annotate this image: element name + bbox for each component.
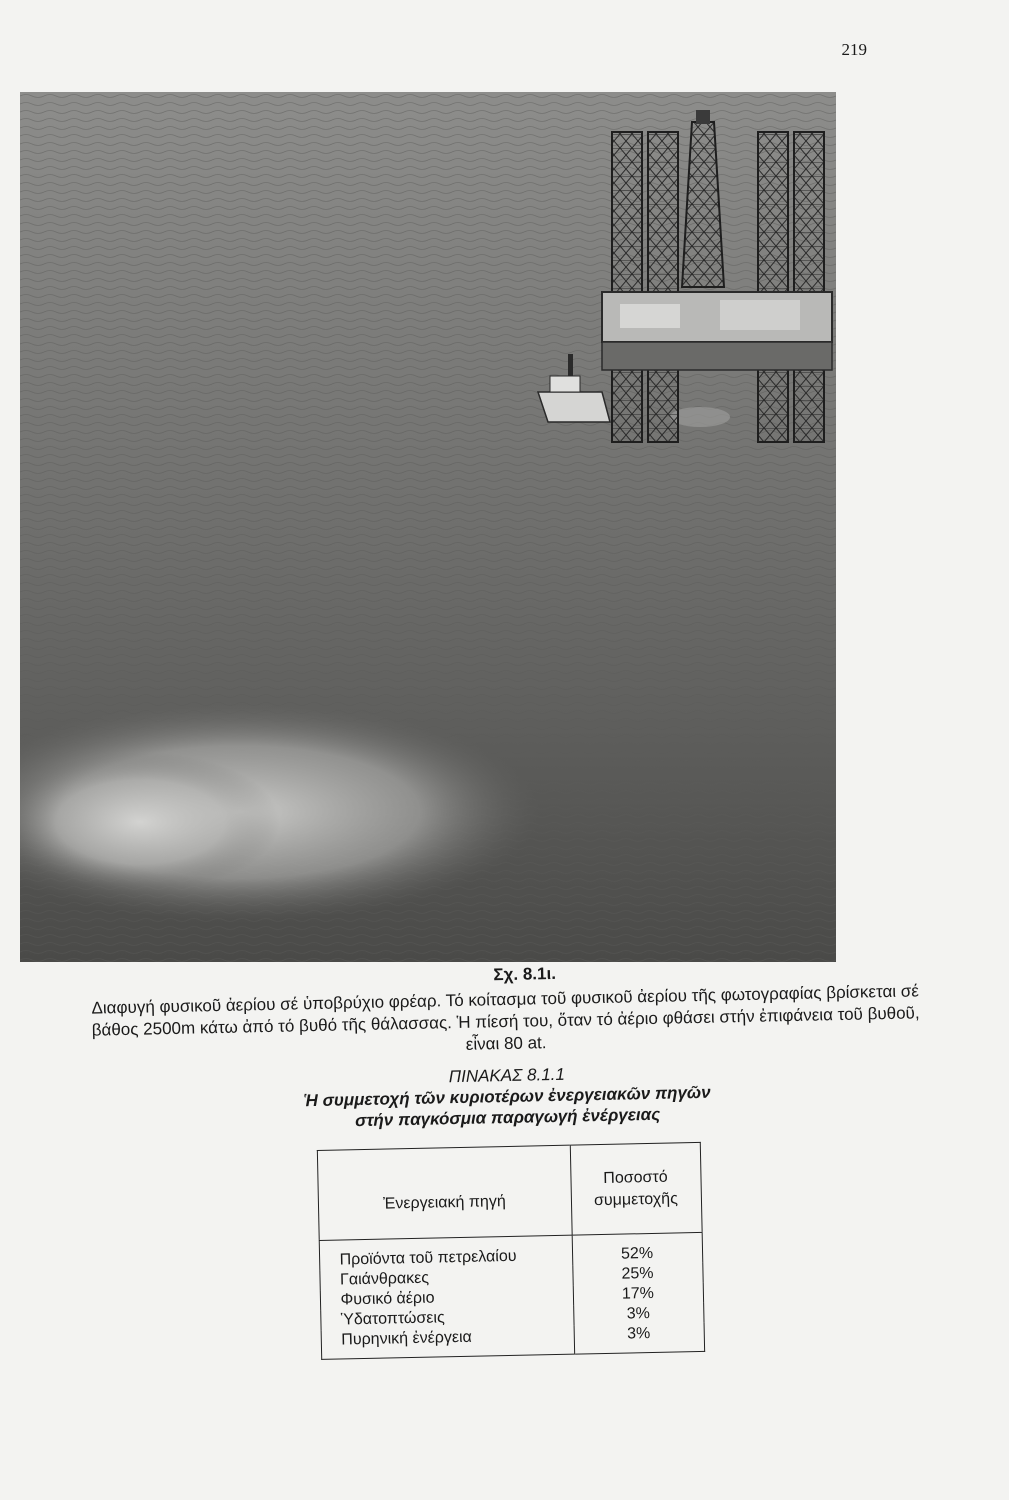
cell-source: Γαιάνθρακες [319, 1266, 572, 1291]
cell-source: Πυρηνική ἐνέργεια [321, 1326, 575, 1360]
offshore-gas-leak-photo [20, 92, 836, 962]
cell-share: 25% [621, 1264, 654, 1283]
cell-share: 52% [620, 1244, 654, 1263]
cell-share: 3% [627, 1325, 651, 1343]
figure-label: Σχ. 8.1ι. [493, 963, 557, 985]
table-number: ΠΙΝΑΚΑΣ 8.1.1 [448, 1064, 566, 1087]
cell-source: Φυσικό ἀέριο [320, 1286, 573, 1311]
table-title-line2: στήν παγκόσμια παραγωγή ἐνέργειας [354, 1104, 661, 1131]
header-energy-source: Ἐνεργειακή πηγή [317, 1145, 572, 1240]
energy-sources-table [316, 1142, 704, 1360]
table-header-row [317, 1142, 702, 1240]
cell-share: 3% [626, 1305, 651, 1323]
figure-caption: Διαφυγή φυσικοῦ ἀερίου σέ ὑποβρύχιο φρέαρ. Τό κοίτασμα τοῦ φυσικοῦ ἀερίου τῆς φωτογραφίας βρίσκεται σέ βάθος 2500m κάτω ἀπό τό βυθό τῆς θάλασσας. Ἡ πίεσή του, ὅταν τό ἀέριο φθάσει στήν ἐπιφάνεια τοῦ βυθοῦ, εἶναι 80 at. [91, 981, 920, 1054]
header-share [570, 1142, 702, 1235]
table-heading [2, 1054, 1009, 1138]
cell-source: Ὑδατοπτώσεις [320, 1306, 573, 1331]
cell-share: 17% [621, 1284, 655, 1303]
header-share-line2: συμμετοχῆς [593, 1189, 678, 1209]
page-number: 219 [841, 40, 867, 59]
cell-source: Προϊόντα τοῦ πετρελαίου [319, 1235, 573, 1271]
table-title-line1: Ἡ συμμετοχή τῶν κυριοτέρων ἐνεργειακῶν πηγῶν [303, 1082, 711, 1111]
header-share-line1: Ποσοστό [603, 1168, 668, 1187]
